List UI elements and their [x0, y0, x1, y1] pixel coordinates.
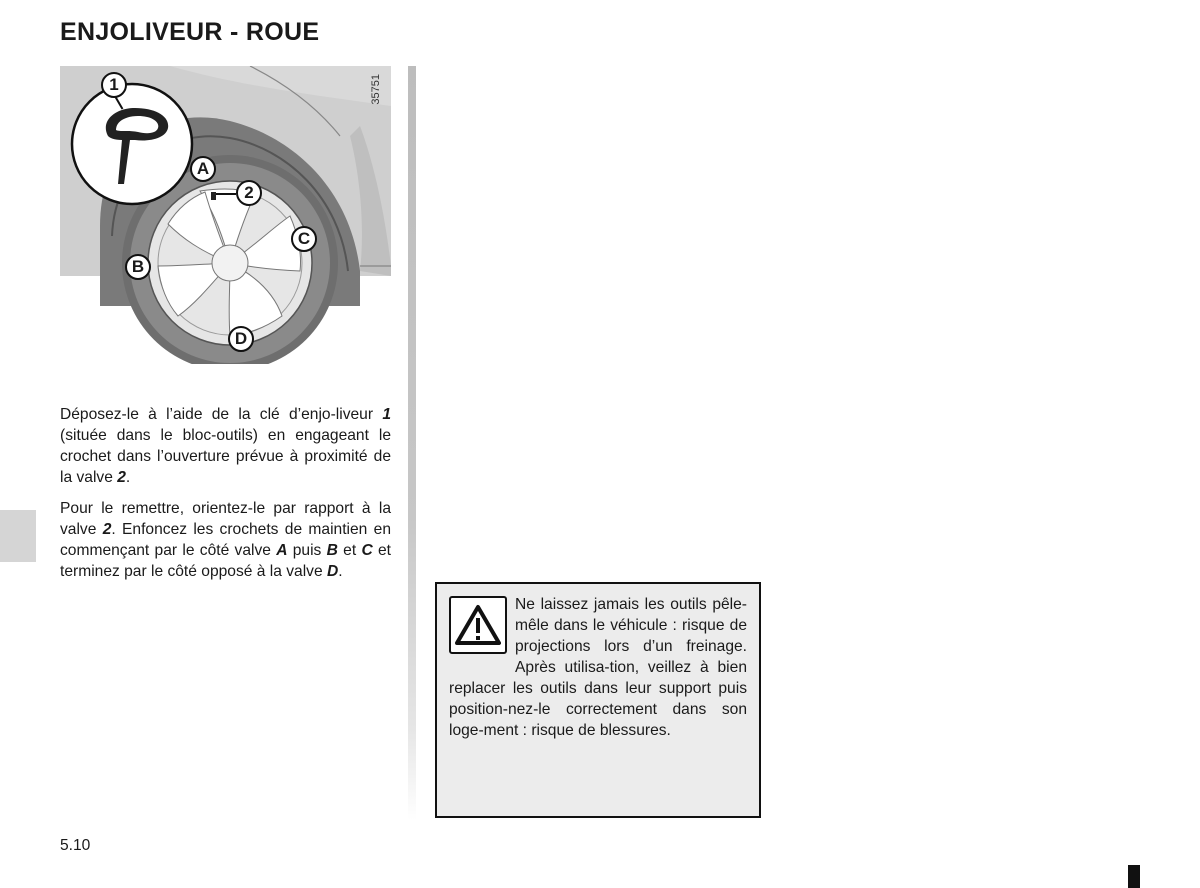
text-run: .	[125, 469, 131, 486]
wheel-drawing	[60, 66, 391, 364]
callout-1-label: 1	[109, 75, 119, 94]
callout-2-label: 2	[244, 183, 254, 202]
reference-label: 2	[102, 521, 112, 538]
text-run: (située dans le bloc-outils) en engageant le crochet dans l’ouverture prévue à proximité de la valve	[60, 427, 391, 486]
paragraph-refit	[60, 498, 391, 582]
text-run: et	[337, 542, 362, 559]
reference-label: 2	[117, 469, 126, 486]
page-title: ENJOLIVEUR - ROUE	[60, 18, 320, 46]
chapter-tab	[0, 510, 36, 562]
reference-label: C	[361, 542, 373, 559]
text-run: puis	[287, 542, 327, 559]
reference-label: D	[326, 563, 339, 580]
figure-reference-code: 35751	[370, 74, 382, 105]
callout-c-label: C	[297, 229, 311, 248]
page-number: 5.10	[60, 837, 91, 854]
callout-b-label: B	[131, 257, 145, 276]
callout-d	[228, 326, 254, 352]
text-run: Déposez-le à l’aide de la clé d’enjo-liveur	[60, 406, 383, 423]
reference-label: A	[276, 542, 288, 559]
text-run: et terminez par le côté opposé à la valve	[60, 542, 391, 580]
text-run: Pour le remettre, orientez-le par rapport à la valve	[60, 500, 391, 538]
paragraph-remove	[60, 404, 391, 488]
callout-1	[101, 72, 127, 98]
callout-c	[291, 226, 317, 252]
callout-d-label: D	[234, 329, 248, 348]
callout-a	[190, 156, 216, 182]
wheel-cover-illustration	[60, 66, 391, 364]
callout-leader-2	[216, 193, 236, 195]
text-run: .	[338, 563, 343, 580]
reference-label: B	[326, 542, 338, 559]
text-run: . Enfoncez les crochets de maintien en commençant par le côté valve	[60, 521, 391, 559]
callout-a-label: A	[196, 159, 210, 178]
reference-label: 1	[382, 406, 391, 423]
column-divider	[408, 66, 416, 820]
corner-mark	[1128, 865, 1140, 888]
warning-text: Ne laissez jamais les outils pêle-mêle dans le véhicule : risque de projections lors d’un freinage. Après utilisa-tion, veillez à bien replacer les outils dans leur support puis position-nez-le correctement dans son loge-ment : risque de blessures.	[449, 596, 747, 739]
warning-triangle-icon	[449, 596, 507, 654]
callout-2	[236, 180, 262, 206]
instructions	[60, 404, 391, 592]
warning-box	[435, 582, 761, 818]
callout-b	[125, 254, 151, 280]
